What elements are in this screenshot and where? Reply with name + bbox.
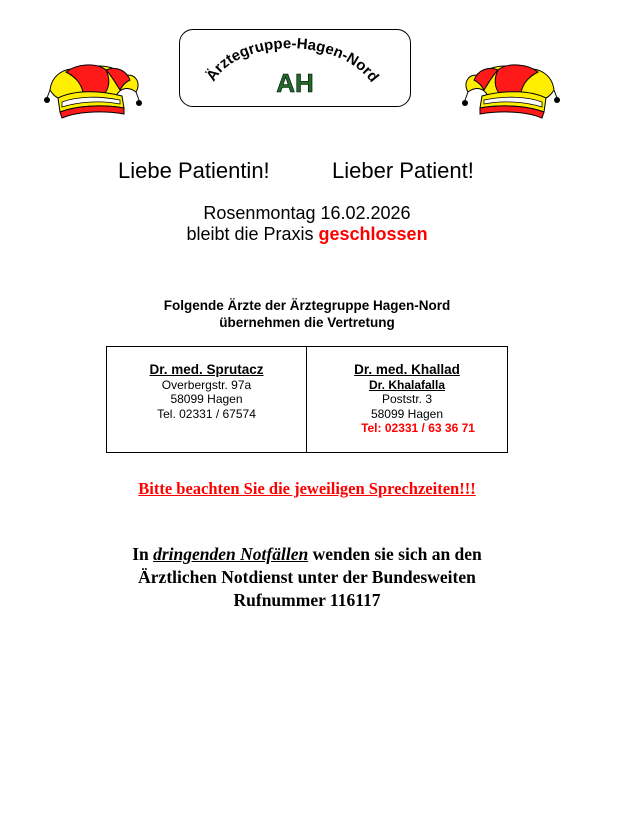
jester-hat-right-icon	[460, 60, 560, 120]
logo-arc-text: Ärztegruppe-Hagen-Nord	[203, 35, 383, 86]
logo-mark: AH	[276, 68, 314, 98]
doctor-1-phone: Tel. 02331 / 67574	[157, 406, 256, 421]
emergency-prefix: In	[132, 544, 154, 564]
closure-date: Rosenmontag 16.02.2026	[203, 203, 411, 223]
greeting-right: Lieber Patient!	[332, 158, 474, 183]
doctor-cell-1	[107, 363, 306, 421]
emergency-line3: Rufnummer 116117	[233, 590, 381, 610]
doctor-1-name: Dr. med. Sprutacz	[149, 362, 264, 377]
emergency-line2: Ärztlichen Notdienst unter der Bundesweiten	[138, 567, 476, 587]
doctor-2-city: 58099 Hagen	[370, 406, 444, 421]
logo-graphic	[180, 30, 410, 106]
doctor-2-street: Poststr. 3	[381, 392, 433, 406]
closure-prefix: bleibt die Praxis	[186, 224, 319, 244]
greeting-left: Liebe Patientin!	[118, 158, 270, 183]
doctor-2-second-name: Dr. Khalafalla	[368, 377, 446, 392]
doctor-2-phone: Tel: 02331 / 63 36 71	[361, 421, 475, 435]
substitution-line2: übernehmen die Vertretung	[219, 315, 395, 330]
emergency-line1	[0, 543, 614, 566]
doctor-2-name: Dr. med. Khallad	[354, 362, 460, 377]
doctor-cell-2	[307, 363, 507, 436]
substitution-line1: Folgende Ärzte der Ärztegruppe Hagen-Nord	[163, 298, 451, 313]
logo-box	[179, 29, 411, 107]
doctor-1-street: Overbergstr. 97a	[161, 377, 252, 392]
closure-emphasis: geschlossen	[318, 224, 428, 244]
office-hours-notice: Bitte beachten Sie die jeweiligen Sprechzeiten!!!	[138, 479, 476, 498]
emergency-emphasis: dringenden Notfällen	[153, 544, 309, 564]
doctor-1-city: 58099 Hagen	[170, 392, 243, 406]
emergency-suffix: wenden sie sich an den	[308, 544, 482, 564]
closure-line	[0, 224, 614, 245]
jester-hat-left-icon	[44, 60, 144, 120]
